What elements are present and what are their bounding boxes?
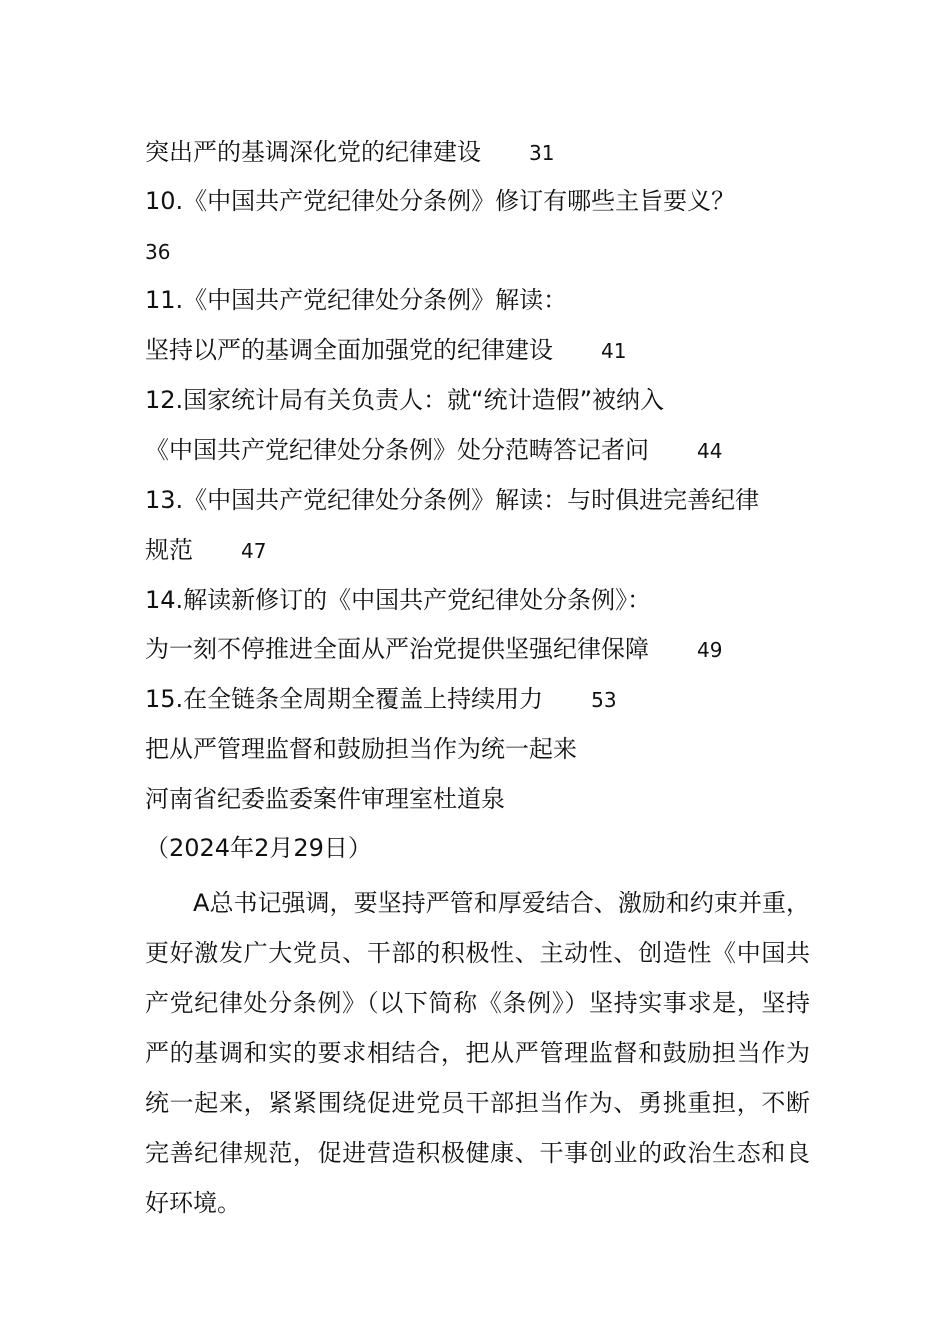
toc-entry (145, 335, 626, 366)
toc-entry-text: 13.《中国共产党纪律处分条例》解读：与时俱进完善纪律 (145, 486, 760, 514)
toc-page-number: 47 (241, 539, 267, 563)
toc-entry-text: 为一刻不停推进全面从严治党提供坚强纪律保障 (145, 635, 649, 663)
toc-entry (145, 385, 664, 416)
article-body: A总书记强调，要坚持严管和厚爱结合、激励和约束并重，更好激发广大党员、干部的积极性、主动性、创造性《中国共产党纪律处分条例》（以下简称《条例》）坚持实事求是，坚持严的基调和实的要求相结合，把从严管理监督和鼓励担当作为统一起来，紧紧围绕促进党员干部担当作为、勇挑重担，不断完善纪律规范，促进营造积极健康、干事创业的政治生态和良好环境。 (145, 889, 810, 1217)
toc-entry-text: 规范 (145, 536, 193, 564)
toc-entry (145, 684, 617, 715)
toc-page-number: 41 (601, 339, 627, 363)
toc-entry (145, 634, 722, 665)
toc-entry (145, 485, 759, 516)
toc-entry-text: 坚持以严的基调全面加强党的纪律建设 (145, 336, 553, 364)
toc-entry-text: 14.解读新修订的《中国共产党纪律处分条例》： (145, 586, 652, 614)
toc-entry-text: 《中国共产党纪律处分条例》处分范畴答记者问 (145, 436, 649, 464)
toc-entry-text: 突出严的基调深化党的纪律建设 (145, 138, 481, 166)
article-date: （2024年2月29日） (145, 834, 372, 862)
toc-page-number: 44 (697, 439, 723, 463)
toc-entry-text: 11.《中国共产党纪律处分条例》解读： (145, 286, 568, 314)
toc-entry (145, 285, 567, 316)
toc-entry (145, 535, 266, 566)
toc-page-number: 53 (591, 688, 617, 712)
toc-page-number: 49 (697, 638, 723, 662)
toc-entry-text: 12.国家统计局有关负责人：就“统计造假”被纳入 (145, 386, 665, 414)
article-author: 河南省纪委监委案件审理室杜道泉 (145, 785, 505, 813)
toc-entry (145, 435, 722, 466)
toc-entry-text: 10.《中国共产党纪律处分条例》修订有哪些主旨要义？ (145, 187, 736, 215)
toc-entry (145, 186, 735, 217)
article-title: 把从严管理监督和鼓励担当作为统一起来 (145, 735, 577, 763)
toc-entry-text: 15.在全链条全周期全覆盖上持续用力 (145, 685, 544, 713)
toc-entry (145, 585, 651, 616)
toc-entry (145, 236, 170, 267)
toc-page-number: 31 (529, 141, 555, 165)
toc-entry (145, 137, 554, 168)
toc-page-number: 36 (145, 240, 171, 264)
